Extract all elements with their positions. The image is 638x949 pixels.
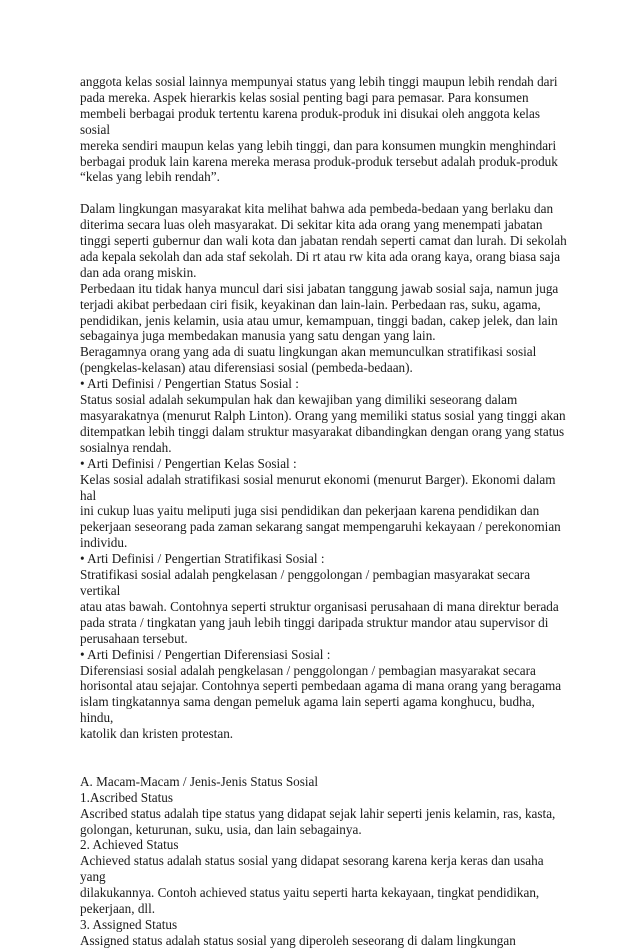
heading-diferensiasi-sosial: • Arti Definisi / Pengertian Diferensiasi Sosial :: [80, 646, 331, 662]
definition-stratifikasi-sosial: Stratifikasi sosial adalah pengkelasan / penggolongan / pembagian masyarakat secara vertikal atau atas bawah. Contohnya seperti struktur organisasi perusahaan di mana direktur berada pada strata / tingkatan yang jauh lebih tinggi daripada struktur mandor atau supervisor di perusahaan tersebut.: [80, 567, 559, 646]
paragraph-social-class-hierarchy: anggota kelas sosial lainnya mempunyai status yang lebih tinggi maupun lebih rendah dari pada mereka. Aspek hierarkis kelas sosial penting bagi para pemasar. Para konsumen membeli berbagai produk tertentu karena produk-produk ini disukai oleh anggota kelas sosial mereka sendiri maupun kelas yang lebih tinggi, dan para konsumen mungkin menghindari berbagai produk lain karena mereka merasa produk-produk tersebut adalah produk-produk “kelas yang lebih rendah”.: [80, 74, 558, 185]
item-title-assigned-status: 3. Assigned Status: [80, 917, 178, 932]
document-page: [80, 74, 570, 949]
heading-stratifikasi-sosial: • Arti Definisi / Pengertian Stratifikasi Sosial :: [80, 551, 325, 567]
heading-status-sosial: • Arti Definisi / Pengertian Status Sosial :: [80, 376, 299, 392]
paragraph-spacer: [80, 185, 570, 201]
definition-diferensiasi-sosial: Diferensiasi sosial adalah pengkelasan / penggolongan / pembagian masyarakat secara horisontal atau sejajar. Contohnya seperti pembedaan agama di mana orang yang beragama islam tingkatannya sama dengan pemeluk agama lain seperti agama konghucu, budha, hindu, katolik dan kristen protestan.: [80, 662, 562, 742]
paragraph-differences-society: Dalam lingkungan masyarakat kita melihat bahwa ada pembeda-bedaan yang berlaku dan diterima secara luas oleh masyarakat. Di sekitar kita ada orang yang menempati jabatan tinggi seperti gubernur dan wali kota dan jabatan rendah seperti camat dan lurah. Di sekolah ada kepala sekolah dan ada staf sekolah. Di rt atau rw kita ada orang kaya, orang biasa saja dan ada orang miskin.: [80, 201, 567, 280]
definition-status-sosial: Status sosial adalah sekumpulan hak dan kewajiban yang dimiliki seseorang dalam masyarakatnya (menurut Ralph Linton). Orang yang memiliki status sosial yang tinggi akan ditempatkan lebih tinggi dalam struktur masyarakat dibandingkan dengan orang yang status sosialnya rendah.: [80, 392, 566, 455]
definition-kelas-sosial: Kelas sosial adalah stratifikasi sosial menurut ekonomi (menurut Barger). Ekonomi dalam hal ini cukup luas yaitu meliputi juga sisi pendidikan dan pekerjaan karena pendidikan dan pekerjaan seseorang pada zaman sekarang sangat mempengaruhi kekayaan / perekonomian individu.: [80, 471, 561, 551]
item-text-assigned-status: Assigned status adalah status sosial yang diperoleh seseorang di dalam lingkungan: [80, 932, 516, 948]
item-text-ascribed-status: Ascribed status adalah tipe status yang didapat sejak lahir seperti jenis kelamin, ras, kasta, golongan, keturunan, suku, usia, dan lain sebagainya.: [80, 805, 556, 837]
item-text-achieved-status: Achieved status adalah status sosial yang didapat sesorang karena kerja keras dan usaha yang dilakukannya. Contoh achieved status yaitu seperti harta kekayaan, tingkat pendidikan, pekerjaan, dll.: [80, 853, 544, 917]
section-heading-jenis-status: A. Macam-Macam / Jenis-Jenis Status Sosial: [80, 773, 319, 789]
item-title-achieved-status: 2. Achieved Status: [80, 837, 179, 853]
item-title-ascribed-status: 1.Ascribed Status: [80, 789, 174, 805]
paragraph-differences-causes: Perbedaan itu tidak hanya muncul dari sisi jabatan tanggung jawab sosial saja, namun juga terjadi akibat perbedaan ciri fisik, keyakinan dan lain-lain. Perbedaan ras, suku, agama, pendidikan, jenis kelamin, usia atau umur, kemampuan, tinggi badan, cakep jelek, dan lain sebagainya juga membedakan manusia yang satu dengan yang lain.: [80, 280, 559, 344]
paragraph-stratification-intro: Beragamnya orang yang ada di suatu lingkungan akan memunculkan stratifikasi sosial (pengkelas-kelasan) atau diferensiasi sosial (pembeda-bedaan).: [80, 344, 537, 376]
heading-kelas-sosial: • Arti Definisi / Pengertian Kelas Sosial :: [80, 455, 297, 471]
section-spacer: [80, 742, 570, 774]
